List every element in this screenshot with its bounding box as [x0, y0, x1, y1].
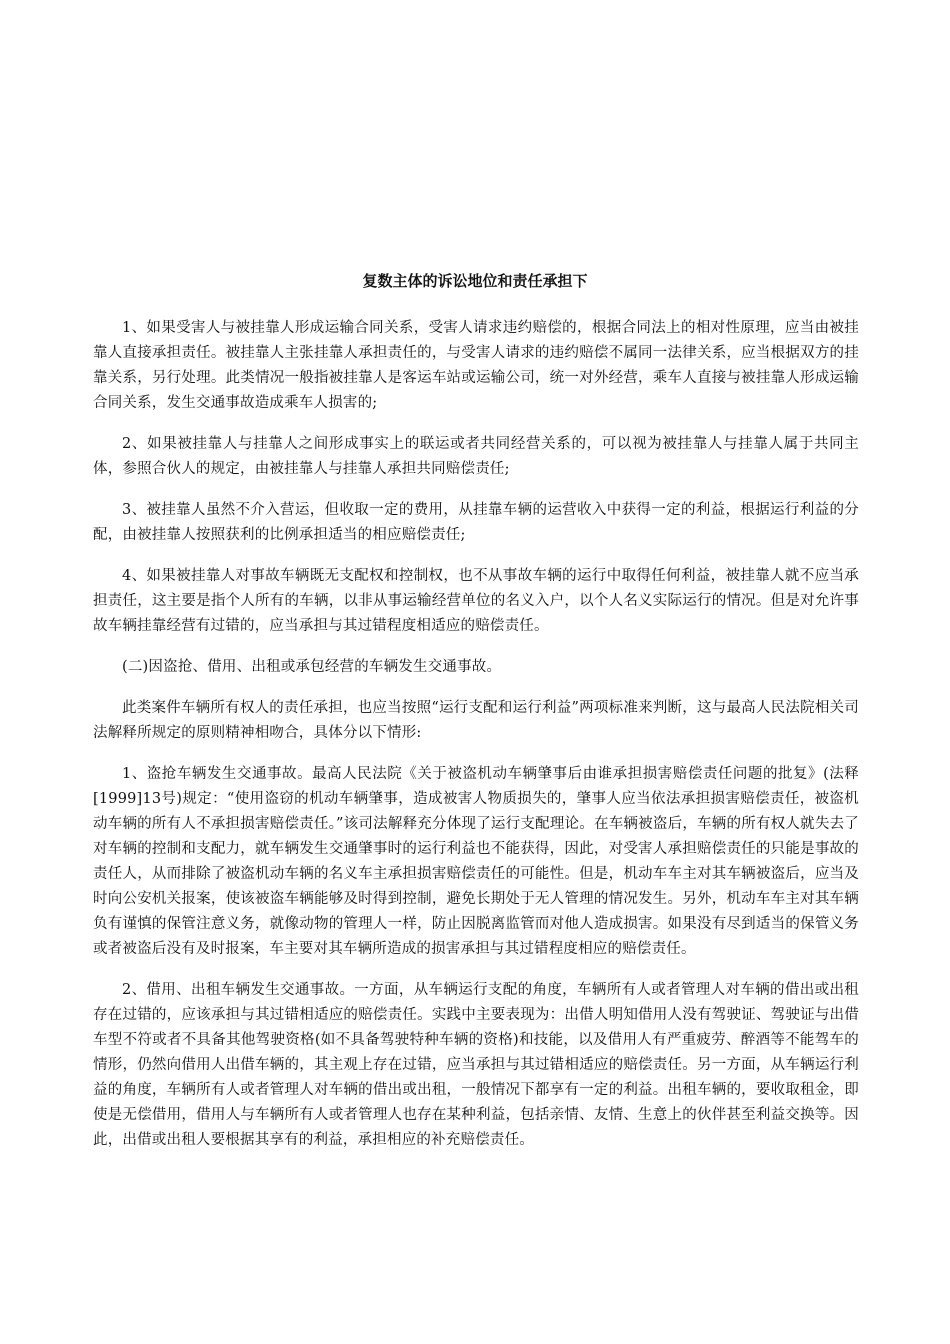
- section-heading: (二)因盗抢、借用、出租或承包经营的车辆发生交通事故。: [122, 659, 502, 675]
- paragraph-2: 2、如果被挂靠人与挂靠人之间形成事实上的联运或者共同经营关系的，可以视为被挂靠人与挂靠人属于共同主体，参照合伙人的规定，由被挂靠人与挂靠人承担共同赔偿责任;: [93, 436, 859, 477]
- document-title: 复数主体的诉讼地位和责任承担下: [362, 272, 588, 290]
- document-body: [93, 316, 859, 1169]
- paragraph-lending: 2、借用、出租车辆发生交通事故。一方面，从车辆运行支配的角度，车辆所有人或者管理人对车辆的借出或出租存在过错的，应该承担与其过错相适应的赔偿责任。实践中主要表现为：出借人明知借用人没有驾驶证、驾驶证与出借车型不符或者不具备其他驾驶资格(如不具备驾驶特种车辆的资格)和技能，以及借用人有严重疲劳、醉酒等不能驾车的情形，仍然向借用人出借车辆的，其主观上存在过错，应当承担与其过错相适应的赔偿责任。另一方面，从车辆运行利益的角度，车辆所有人或者管理人对车辆的借出或出租，一般情况下都享有一定的利益。出租车辆的，要收取租金，即使是无偿借用，借用人与车辆所有人或者管理人也存在某种利益，包括亲情、友情、生意上的伙伴甚至利益交换等。因此，出借或出租人要根据其享有的利益，承担相应的补充赔偿责任。: [93, 982, 859, 1148]
- paragraph-theft: 1、盗抢车辆发生交通事故。最高人民法院《关于被盗机动车辆肇事后由谁承担损害赔偿责任问题的批复》(法释[1999]13号)规定：“使用盗窃的机动车辆肇事，造成被害人物质损失的，肇事人应当依法承担损害赔偿责任，被盗机动车辆的所有人不承担损害赔偿责任。”该司法解释充分体现了运行支配理论。在车辆被盗后，车辆的所有权人就失去了对车辆的控制和支配力，就车辆发生交通肇事时的运行利益也不能获得，因此，对受害人承担赔偿责任的只能是事故的责任人，从而排除了被盗机动车辆的名义车主承担损害赔偿责任的可能性。但是，机动车车主对其车辆被盗后，应当及时向公安机关报案，使该被盗车辆能够及时得到控制，避免长期处于无人管理的情况发生。另外，机动车车主对其车辆负有谨慎的保管注意义务，就像动物的管理人一样，防止因脱离监管而对他人造成损害。如果没有尽到适当的保管义务或者被盗后没有及时报案，车主要对其车辆所造成的损害承担与其过错程度相应的赔偿责任。: [93, 766, 859, 957]
- paragraph-3: 3、被挂靠人虽然不介入营运，但收取一定的费用，从挂靠车辆的运营收入中获得一定的利益，根据运行利益的分配，由被挂靠人按照获利的比例承担适当的相应赔偿责任;: [93, 502, 859, 543]
- paragraph-1: 1、如果受害人与被挂靠人形成运输合同关系，受害人请求违约赔偿的，根据合同法上的相对性原理，应当由被挂靠人直接承担责任。被挂靠人主张挂靠人承担责任的，与受害人请求的违约赔偿不属同一法律关系，应当根据双方的挂靠关系，另行处理。此类情况一般指被挂靠人是客运车站或运输公司，统一对外经营，乘车人直接与被挂靠人形成运输合同关系，发生交通事故造成乘车人损害的;: [93, 320, 859, 411]
- paragraph-4: 4、如果被挂靠人对事故车辆既无支配权和控制权，也不从事故车辆的运行中取得任何利益，被挂靠人就不应当承担责任，这主要是指个人所有的车辆，以非从事运输经营单位的名义入户，以个人名义实际运行的情况。但是对允许事故车辆挂靠经营有过错的，应当承担与其过错程度相适应的赔偿责任。: [93, 568, 859, 634]
- paragraph-intro: 此类案件车辆所有权人的责任承担，也应当按照“运行支配和运行利益”两项标准来判断，这与最高人民法院相关司法解释所规定的原则精神相吻合，具体分以下情形:: [93, 700, 859, 741]
